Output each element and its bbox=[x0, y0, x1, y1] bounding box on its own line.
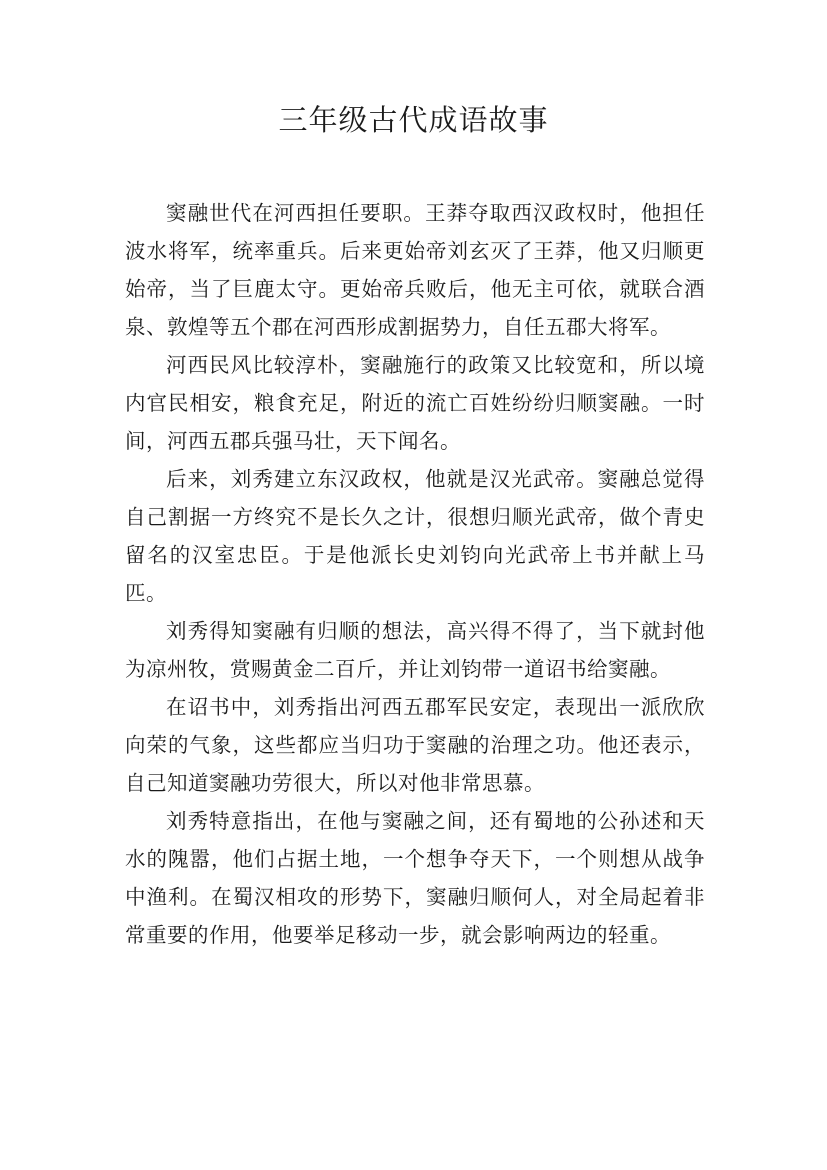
document-body bbox=[125, 194, 705, 954]
paragraph-1: 窦融世代在河西担任要职。王莽夺取西汉政权时，他担任波水将军，统率重兵。后来更始帝刘玄灭了王莽，他又归顺更始帝，当了巨鹿太守。更始帝兵败后，他无主可依，就联合酒泉、敦煌等五个郡在河西形成割据势力，自任五郡大将军。 bbox=[125, 201, 705, 339]
paragraph-4: 刘秀得知窦融有归顺的想法，高兴得不得了，当下就封他为凉州牧，赏赐黄金二百斤，并让刘钧带一道诏书给窦融。 bbox=[125, 619, 705, 681]
paragraph-2: 河西民风比较淳朴，窦融施行的政策又比较宽和，所以境内官民相安，粮食充足，附近的流亡百姓纷纷归顺窦融。一时间，河西五郡兵强马壮，天下闻名。 bbox=[125, 353, 705, 453]
paragraph-3: 后来，刘秀建立东汉政权，他就是汉光武帝。窦融总觉得自己割据一方终究不是长久之计，很想归顺光武帝，做个青史留名的汉室忠臣。于是他派长史刘钧向光武帝上书并献上马匹。 bbox=[125, 467, 705, 605]
document-title: 三年级古代成语故事 bbox=[278, 103, 549, 137]
paragraph-5: 在诏书中，刘秀指出河西五郡军民安定，表现出一派欣欣向荣的气象，这些都应当归功于窦融的治理之功。他还表示，自己知道窦融功劳很大，所以对他非常思慕。 bbox=[125, 695, 705, 795]
paragraph-6: 刘秀特意指出，在他与窦融之间，还有蜀地的公孙述和天水的隗嚣，他们占据土地，一个想争夺天下，一个则想从战争中渔利。在蜀汉相攻的形势下，窦融归顺何人，对全局起着非常重要的作用，他要举足移动一步，就会影响两边的轻重。 bbox=[125, 809, 705, 947]
